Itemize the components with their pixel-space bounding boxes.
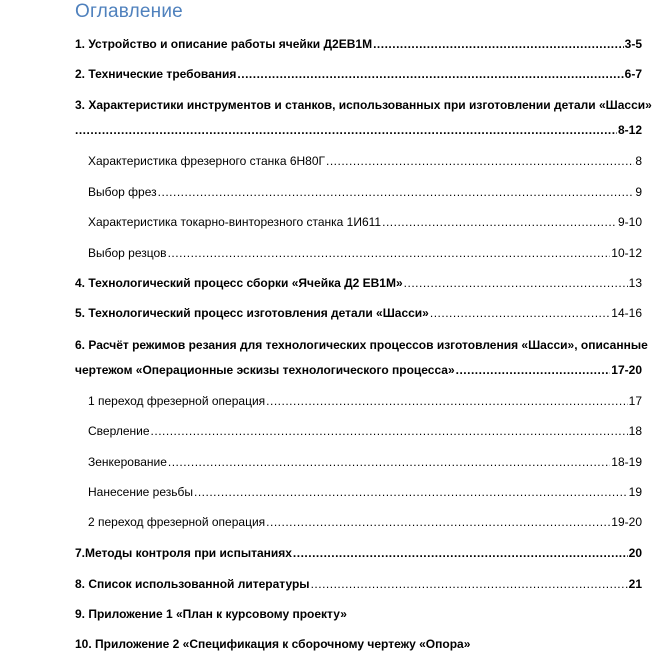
- toc-leader-dots: [430, 306, 610, 320]
- toc-entry-page: 3-5: [624, 37, 642, 51]
- toc-entry[interactable]: [75, 67, 642, 81]
- toc-subentry[interactable]: [88, 515, 642, 529]
- toc-subentry[interactable]: [88, 455, 642, 469]
- toc-entry-text[interactable]: 6. Расчёт режимов резания для технологических процессов изготовления «Шасси», описанные: [75, 338, 648, 352]
- toc-entry-page: 9: [635, 185, 642, 199]
- toc-entry-page: 18: [628, 424, 642, 438]
- toc-leader-dots: [158, 185, 635, 199]
- toc-entry[interactable]: [75, 363, 642, 377]
- toc-leader-dots: [266, 515, 610, 529]
- toc-entry-page: 19-20: [611, 515, 642, 529]
- toc-entry-text: Характеристика токарно-винторезного станка 1И611: [88, 215, 382, 229]
- toc-subentry[interactable]: [88, 485, 642, 499]
- toc-entry-text: Выбор резцов: [88, 246, 167, 260]
- toc-subentry[interactable]: [88, 185, 642, 199]
- toc-entry-text: 5. Технологический процесс изготовления детали «Шасси»: [75, 306, 429, 320]
- toc-entry-page: 20: [628, 546, 642, 560]
- toc-leader-dots: [266, 394, 627, 408]
- toc-leader-dots: [168, 246, 611, 260]
- toc-entry-page: 19: [628, 485, 642, 499]
- toc-title: Оглавление: [75, 1, 183, 22]
- toc-entry-page: 14-16: [611, 306, 642, 320]
- toc-leader-dots: [326, 154, 634, 168]
- toc-entry-page: 17: [628, 394, 642, 408]
- toc-leader-dots: [237, 67, 623, 81]
- toc-entry-page: 6-7: [624, 67, 642, 81]
- toc-entry-page: 10-12: [611, 246, 642, 260]
- toc-subentry[interactable]: [88, 394, 642, 408]
- toc-leader-dots: [168, 455, 610, 469]
- toc-entry-text: Сверление: [88, 424, 150, 438]
- toc-entry-text: Зенкерование: [88, 455, 167, 469]
- toc-entry[interactable]: [75, 607, 347, 621]
- toc-entry[interactable]: [75, 546, 642, 560]
- toc-leader-dots: [311, 577, 628, 591]
- toc-entry-text: 2. Технические требования: [75, 67, 237, 81]
- toc-entry-text: 2 переход фрезерной операция: [88, 515, 266, 529]
- toc-leader-dots: [456, 363, 611, 377]
- toc-subentry[interactable]: [88, 424, 642, 438]
- toc-entry-page: 8: [635, 154, 642, 168]
- toc-leader-dots: [151, 424, 628, 438]
- toc-leader-dots: [293, 546, 628, 560]
- toc-subentry[interactable]: [88, 246, 642, 260]
- toc-entry-text: 4. Технологический процесс сборки «Ячейка Д2 ЕВ1М»: [75, 276, 403, 290]
- toc-leader-dots: [373, 37, 624, 51]
- toc-entry[interactable]: [75, 123, 642, 137]
- toc-entry-text: Выбор фрез: [88, 185, 157, 199]
- toc-entry-page: 8-12: [617, 123, 642, 137]
- toc-entry-text: чертежом «Операционные эскизы технологического процесса»: [75, 363, 455, 377]
- toc-entry-text: 1. Устройство и описание работы ячейки Д2ЕВ1М: [75, 37, 373, 51]
- toc-subentry[interactable]: [88, 215, 642, 229]
- toc-leader-dots: [194, 485, 628, 499]
- toc-entry-page: 17-20: [611, 363, 642, 377]
- toc-leader-dots: [382, 215, 617, 229]
- toc-entry-text[interactable]: 3. Характеристики инструментов и станков, использованных при изготовлении детали «Шасси»: [75, 98, 652, 112]
- toc-subentry[interactable]: [88, 154, 642, 168]
- toc-entry[interactable]: [75, 577, 642, 591]
- toc-entry-text: 1 переход фрезерной операция: [88, 394, 266, 408]
- toc-entry-page: 9-10: [617, 215, 642, 229]
- toc-entry-text: 8. Список использованной литературы: [75, 577, 310, 591]
- toc-entry[interactable]: [75, 306, 642, 320]
- toc-entry-text: Характеристика фрезерного станка 6Н80Г: [88, 154, 326, 168]
- toc-entry-text: 7.Методы контроля при испытаниях: [75, 546, 292, 560]
- toc-entry[interactable]: [75, 276, 642, 290]
- toc-entry[interactable]: [75, 637, 470, 651]
- toc-entry-page: 18-19: [611, 455, 642, 469]
- toc-entry[interactable]: [75, 37, 642, 51]
- toc-leader-dots: [404, 276, 628, 290]
- toc-leader-dots: [75, 123, 617, 137]
- toc-entry-text: 9. Приложение 1 «План к курсовому проекту»: [75, 607, 347, 621]
- toc-entry-page: 13: [628, 276, 642, 290]
- toc-entry-text: Нанесение резьбы: [88, 485, 193, 499]
- toc-entry-text: 10. Приложение 2 «Спецификация к сборочному чертежу «Опора»: [75, 637, 471, 651]
- toc-entry-page: 21: [628, 577, 642, 591]
